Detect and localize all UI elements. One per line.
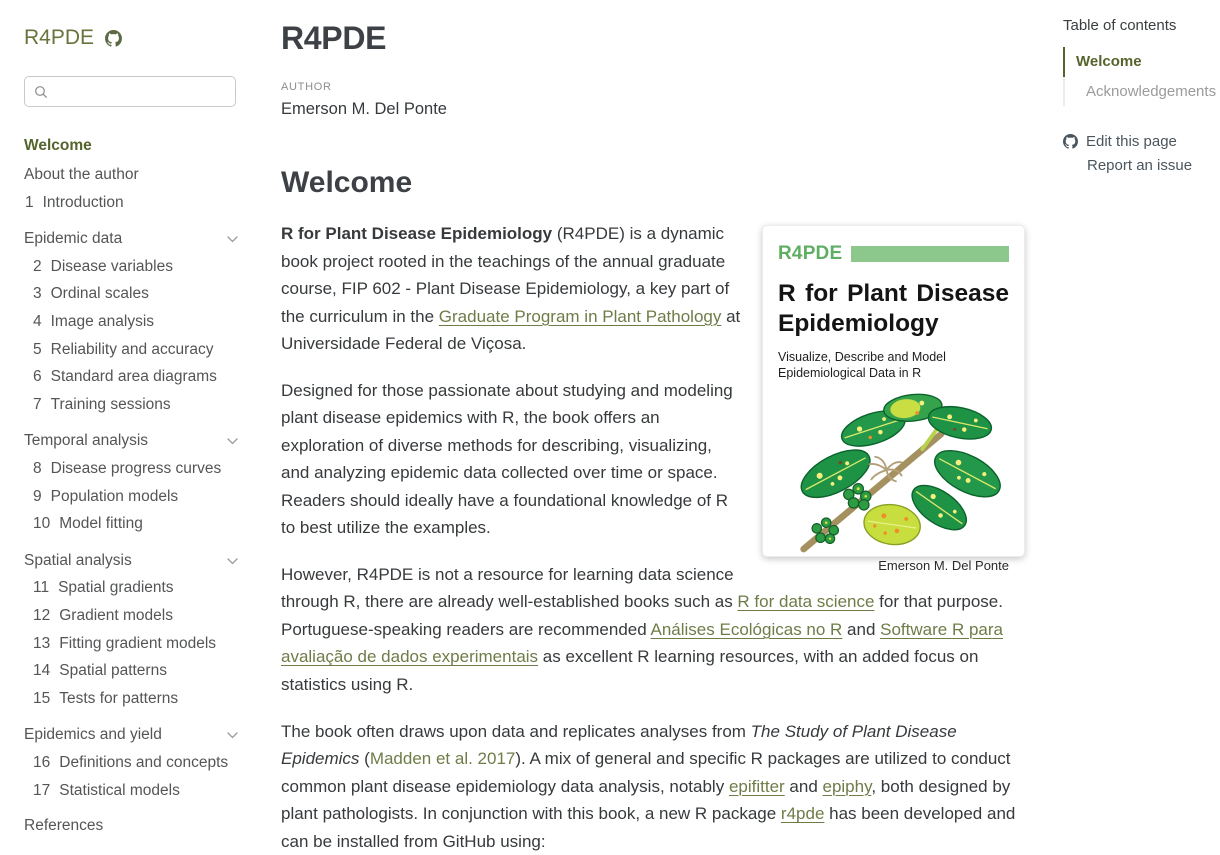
book-cover-title: R for Plant Disease Epidemiology [778,279,1009,340]
sidebar-item-ordinal-scales[interactable] [24,281,238,309]
book-cover [762,225,1025,557]
paragraph: R for Plant Disease Epidemiology (R4PDE) is a dynamic book project rooted in the teachings of the annual graduate course, FIP 602 - Plant Disease Epidemiology, a key part of the curriculum in the Graduate Program in Plant Pathology at Universidade Federal de Viçosa. [281,220,1025,358]
chapter-label: Spatial gradients [58,579,173,598]
chapter-number: 10 [33,515,50,534]
chapter-number: 3 [33,285,42,304]
chapter-label: Disease variables [51,258,173,277]
chapter-number: 15 [33,690,50,709]
sidebar-item-epidemics-and-yield[interactable] [24,722,238,750]
toc-sidebar [1025,0,1220,846]
page-title: R4PDE [281,20,1025,57]
report-an-issue-link[interactable] [1063,153,1216,177]
toc-title: Table of contents [1063,17,1216,34]
book-cover-header [778,239,1009,270]
chapter-number: 13 [33,635,50,654]
sidebar-item-population-models[interactable] [24,483,238,511]
chevron-down-icon[interactable] [227,432,238,451]
paragraph: The book often draws upon data and replicates analyses from The Study of Plant Disease Epidemics (Madden et al. 2017). A mix of general and specific R packages are utilized to conduct common plant disease epidemiology data analysis, notably epifitter and epiphy, both designed by plant pathologists. In conjunction with this book, a new R package r4pde has been developed and can be installed from GitHub using: [281,718,1025,855]
welcome-heading: Welcome [281,166,1025,200]
section-label: Epidemic data [24,230,122,249]
toc-list [1063,47,1216,106]
chapter-label: Image analysis [51,313,154,332]
sidebar-item-welcome[interactable]: Welcome [24,132,238,160]
text-link-r4pde[interactable]: r4pde [781,804,824,823]
chapter-label: Gradient models [59,607,173,626]
sidebar [0,0,258,846]
report-an-issue-label: Report an issue [1087,157,1192,174]
chapter-label: Fitting gradient models [59,635,216,654]
text-link-graduate-program-in-plant-pathology[interactable]: Graduate Program in Plant Pathology [439,307,722,326]
text-link-epiphy[interactable]: epiphy [823,777,872,796]
main-content [281,0,1025,846]
chevron-down-icon[interactable] [227,552,238,571]
bold-text: R for Plant Disease Epidemiology [281,224,552,243]
search-box [24,76,236,107]
chapter-label: Reliability and accuracy [51,341,214,360]
sidebar-item-fitting-gradient-models[interactable] [24,630,238,658]
author-label: AUTHOR [281,81,1025,93]
search-icon [34,85,48,99]
brand-link[interactable]: R4PDE [24,26,94,50]
chapter-number: 14 [33,662,50,681]
chapter-label: Introduction [43,194,124,213]
chapter-label: Definitions and concepts [59,754,228,773]
sidebar-item-spatial-analysis[interactable] [24,547,238,575]
paragraph: Designed for those passionate about studying and modeling plant disease epidemics with R, the book offers an exploration of diverse methods for describing, visualizing, and analyzing epidemic data collected over time or space. Readers should ideally have a foundational knowledge of R to best utilize the examples. [281,377,1025,542]
sidebar-item-tests-for-patterns[interactable] [24,685,238,713]
chapter-number: 2 [33,258,42,277]
chapter-number: 12 [33,607,50,626]
chevron-down-icon[interactable] [227,726,238,745]
chevron-down-icon[interactable] [227,230,238,249]
chapter-number: 1 [25,194,34,213]
sidebar-item-introduction[interactable] [24,189,238,217]
text-link-r-for-data-science[interactable]: R for data science [737,592,874,611]
chapter-number: 6 [33,368,42,387]
github-repo-link[interactable] [105,30,122,47]
sidebar-item-references[interactable]: References [24,813,238,841]
github-icon [1063,134,1078,149]
article-body [281,220,1025,855]
book-cover-author: Emerson M. Del Ponte [778,555,1009,576]
github-icon [105,30,122,47]
chapter-number: 8 [33,460,42,479]
text-link-software-r-para-avalia-o-de-dados-experimentais[interactable]: Software R para avaliação de dados experimentais [281,620,1003,667]
book-cover-subtitle [778,349,1009,382]
italic-text: The Study of Plant Disease Epidemics [281,722,957,769]
author-name: Emerson M. Del Ponte [281,100,1025,119]
chapter-label: Ordinal scales [51,285,149,304]
chapter-number: 7 [33,396,42,415]
section-label: Epidemics and yield [24,726,162,745]
sidebar-item-spatial-patterns[interactable] [24,658,238,686]
sidebar-item-model-fitting[interactable] [24,511,238,539]
chapter-number: 9 [33,488,42,507]
sidebar-item-disease-variables[interactable] [24,253,238,281]
sidebar-item-about-the-author[interactable]: About the author [24,162,238,190]
sidebar-item-spatial-gradients[interactable] [24,575,238,603]
chapter-label: Spatial patterns [59,662,167,681]
book-cover-subtitle-line2: Epidemiological Data in R [778,365,1009,381]
sidebar-item-gradient-models[interactable] [24,603,238,631]
chapter-label: Disease progress curves [51,460,222,479]
book-cover-subtitle-line1: Visualize, Describe and Model [778,349,1009,365]
toc-item-welcome[interactable]: Welcome [1063,47,1216,77]
section-label: Spatial analysis [24,552,132,571]
chapter-label: Tests for patterns [59,690,178,709]
sidebar-item-standard-area-diagrams[interactable] [24,364,238,392]
chapter-label: Model fitting [59,515,143,534]
sidebar-item-definitions-and-concepts[interactable] [24,749,238,777]
citation-link-madden-et-al-2017[interactable]: Madden et al. 2017 [370,749,516,768]
sidebar-item-temporal-analysis[interactable] [24,428,238,456]
chapter-number: 5 [33,341,42,360]
text-link-an-lises-ecol-gicas-no-r[interactable]: Análises Ecológicas no R [651,620,843,639]
chapter-label: Statistical models [59,782,180,801]
chapter-label: Standard area diagrams [51,368,217,387]
chapter-number: 17 [33,782,50,801]
section-label: Temporal analysis [24,432,148,451]
edit-this-page-link[interactable] [1063,129,1216,153]
book-cover-green-bar [851,246,1009,262]
chapter-number: 11 [33,579,49,598]
sidebar-nav [24,132,238,840]
sidebar-item-disease-progress-curves[interactable] [24,456,238,484]
text-link-epifitter[interactable]: epifitter [729,777,785,796]
chapter-label: Population models [51,488,179,507]
toc-item-acknowledgements[interactable]: Acknowledgements [1063,77,1216,107]
paragraph: However, R4PDE is not a resource for learning data science through R, there are already well-established books such as R for data science for that purpose. Portuguese-speaking readers are recommended Análises Ecológicas no R and Software R para avaliação de dados experimentais as excellent R learning resources, with an added focus on statistics using R. [281,561,1025,699]
toc-tools [1063,129,1216,177]
edit-this-page-label: Edit this page [1086,133,1177,150]
chapter-number: 16 [33,754,50,773]
chapter-number: 4 [33,313,42,332]
coffee-branch-illustration [781,383,1007,555]
sidebar-item-training-sessions[interactable] [24,391,238,419]
sidebar-item-epidemic-data[interactable] [24,226,238,254]
chapter-label: Training sessions [51,396,171,415]
search-input[interactable] [55,83,226,101]
sidebar-item-reliability-and-accuracy[interactable] [24,336,238,364]
sidebar-item-image-analysis[interactable] [24,309,238,337]
sidebar-header [24,26,258,50]
sidebar-item-statistical-models[interactable] [24,777,238,805]
book-cover-brand: R4PDE [778,239,842,270]
